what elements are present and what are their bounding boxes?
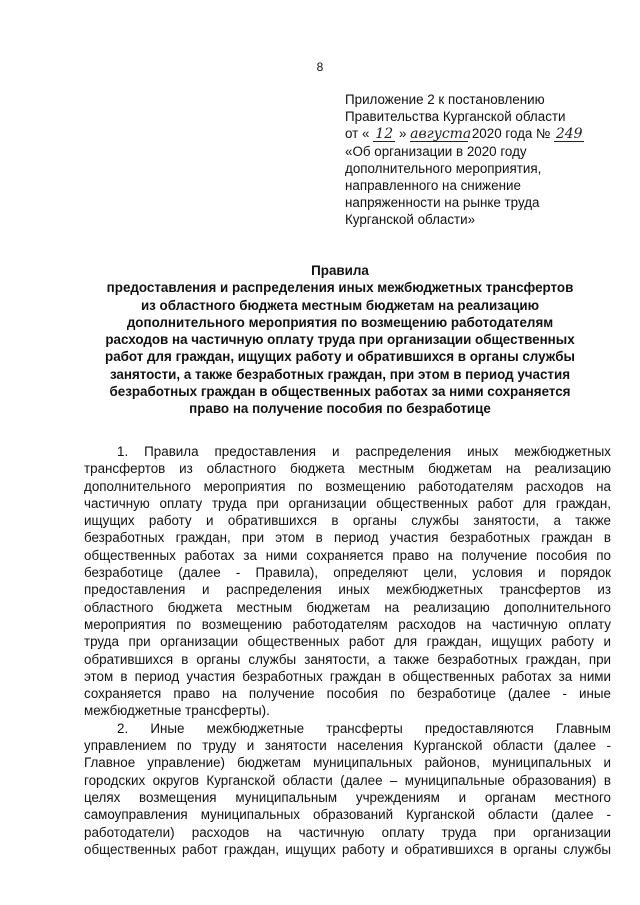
text-line: ищущих работу и обратившихся в органы службы занятости, а также	[84, 513, 611, 529]
text-line: городских округов Курганской области (далее – муниципальные образования) в	[84, 772, 611, 788]
text-line: общественных работ граждан, ищущих работу и обратившихся в органы службы	[84, 841, 611, 857]
text-line: 1. Правила предоставления и распределения иных межбюджетных	[117, 444, 611, 459]
text-line: межбюджетные трансферты).	[84, 703, 270, 719]
text-line: сохраняется право на получение пособия по безработице (далее - иные	[84, 686, 611, 702]
appendix-title-line: направленного на снижение	[345, 178, 521, 194]
text-line: безработице (далее - Правила), определяют цели, условия и порядок	[84, 565, 611, 581]
appendix-block	[345, 91, 615, 229]
text-line: дополнительного мероприятия по возмещению работодателям расходов на	[84, 478, 611, 494]
text-line: частичную оплату труда при организации общественных работ для граждан,	[84, 495, 611, 511]
text-line: общественных работах за ними сохраняется право на получение пособия по	[84, 547, 611, 563]
title-line: предоставления и распределения иных межбюджетных трансфертов	[106, 280, 574, 296]
text-line: работодатели) расходов на частичную оплату труда при организации	[84, 824, 611, 840]
text-line: этом в период участия безработных граждан в общественных работах за ними	[84, 668, 611, 684]
text-line: самоуправления муниципальных образований Курганской области (далее -	[84, 807, 611, 823]
text-line: трансфертов из областного бюджета местным бюджетам на реализацию	[84, 461, 611, 477]
handwritten-day: 12	[373, 128, 395, 142]
text-line: 2. Иные межбюджетные трансферты предоставляются Главным	[117, 720, 611, 736]
title-line: дополнительного мероприятия по возмещению работодателям	[126, 314, 554, 330]
title-line: из областного бюджета местным бюджетам на реализацию	[140, 297, 540, 313]
date-mid: »	[398, 126, 407, 142]
title-line: занятости, а также безработных граждан, при этом в период участия	[109, 366, 571, 382]
date-prefix: от «	[345, 126, 370, 142]
appendix-date-line	[345, 125, 615, 142]
appendix-title-line: Курганской области»	[345, 212, 476, 228]
appendix-line-2: Правительства Курганской области	[345, 109, 566, 125]
text-line: безработных граждан, при этом в период участия безработных граждан в	[84, 530, 611, 546]
text-line: труда при организации общественных работ для граждан, ищущих работу и	[84, 634, 611, 650]
title-line: работ для граждан, ищущих работу и обратившихся в органы службы	[105, 349, 575, 365]
text-line: Главное управление) бюджетам муниципальных районов, муниципальных и	[84, 755, 611, 771]
text-line: областного бюджета местным бюджетам на реализацию дополнительного	[84, 599, 611, 615]
title-line: право на получение пособия по безработице	[189, 401, 491, 417]
appendix-line-1: Приложение 2 к постановлению	[345, 92, 545, 107]
appendix-title-line: «Об организации в 2020 году	[345, 143, 527, 159]
title-line: безработных граждан в общественных работах за ними сохраняется	[109, 384, 571, 400]
appendix-title-line: дополнительного мероприятия,	[345, 160, 542, 176]
text-line: управлением по труду и занятости населения Курганской области (далее -	[84, 738, 611, 754]
handwritten-month: августа	[410, 126, 472, 143]
text-line: мероприятия по возмещению работодателям расходов на частичную оплату	[84, 616, 611, 632]
paragraph-1	[84, 443, 611, 720]
title-line: расходов на частичную оплату труда при организации общественных	[105, 332, 575, 348]
text-line: предоставления и распределения иных межбюджетных трансфертов из	[84, 582, 611, 598]
page-number: 8	[316, 60, 324, 74]
text-line: обратившихся в органы службы занятости, а также безработных граждан, при	[84, 651, 611, 667]
handwritten-number: 249	[555, 126, 583, 143]
date-year: 2020 года №	[471, 126, 551, 142]
title-heading: Правила	[311, 263, 369, 278]
appendix-title-line: напряженности на рынке труда	[345, 195, 540, 211]
document-title	[60, 262, 620, 418]
text-line: целях возмещения муниципальным учреждениям и органам местного	[84, 789, 611, 805]
paragraph-2	[84, 720, 611, 858]
document-body	[84, 443, 611, 858]
